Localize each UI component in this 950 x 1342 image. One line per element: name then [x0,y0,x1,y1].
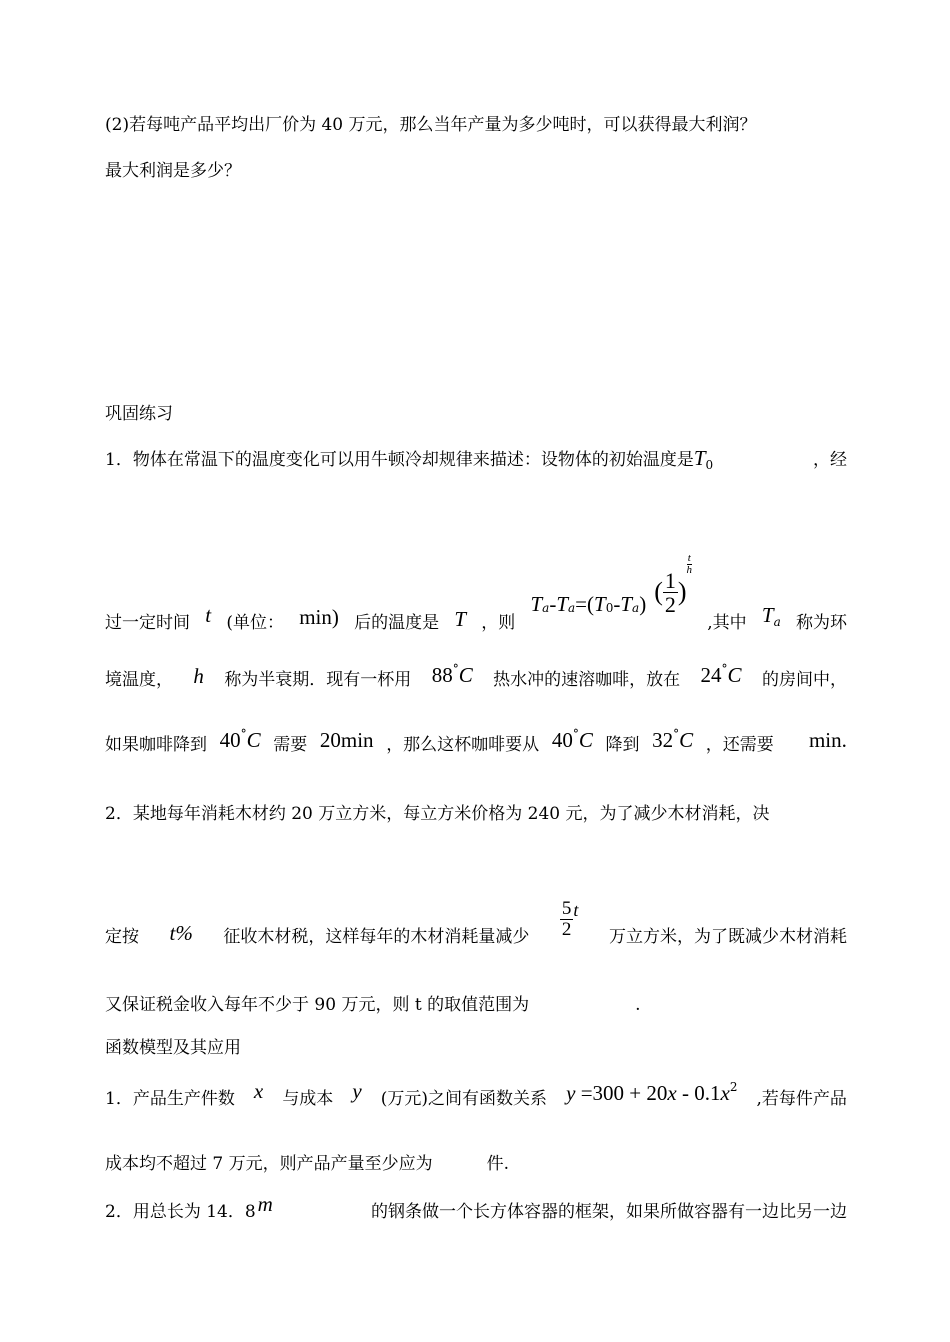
part2-line2: 最大利润是多少？ [105,161,241,181]
math-T: T [454,607,467,631]
f1-text: ,若每件产品 [756,1089,847,1109]
math-x: x [253,1079,264,1103]
newton-cooling-formula: T a - T a =( T 0 - T a ) ( $\frac{1}{2}$ ) t h [530,551,693,617]
section-function-models-title: 函数模型及其应用 [105,1038,241,1058]
q2-text: 征收木材税，这样每年的木材消耗量减少 [223,927,530,947]
math-t-percent: t% [169,921,193,945]
f1-text: 与成本 [282,1089,334,1109]
temp-40C: 40°C [219,727,261,752]
math-t: t [205,603,212,627]
math-y: y [352,1079,362,1103]
part2-line1: (2)若每吨产品平均出厂价为 40 万元，那么当年产量为多少吨时，可以获得最大利润？ [105,115,757,135]
f1-text: (万元)之间有函数关系 [380,1089,548,1109]
temp-88C: 88°C [431,662,473,687]
q1-text: 后的温度是 [354,613,440,633]
temp-32C: 32°C [652,727,694,752]
time-20min: 20min [319,728,374,752]
q2-line2 [105,880,847,946]
q1-text: 的房间中， [761,670,847,690]
q1-text: 境温度， [105,670,173,690]
q1-text: 热水冲的速溶咖啡，放在 [493,670,681,690]
q1-text: 过一定时间 [105,613,190,633]
unit-min: min. [808,728,847,752]
f2-text: 的钢条做一个长方体容器的框架，如果所做容器有一边比另一边 [371,1202,847,1222]
q1-text: 需要 [273,735,308,755]
math-h: h [193,664,204,688]
cost-function: $y =300 + 20x - 0.1x^2$ [566,1080,738,1105]
q1-text-end: ，经 [813,450,847,470]
q1-text: 降到 [605,735,640,755]
q1-text: 如果咖啡降到 [105,735,207,755]
q1-text: ，那么这杯咖啡要从 [386,735,540,755]
q1-line3 [105,662,847,690]
q2-text: 定按 [105,927,139,947]
q2-line1: 2．某地每年消耗木材约 20 万立方米，每立方米价格为 240 元，为了减少木材消耗，决 [105,804,770,824]
section-consolidation-title: 巩固练习 [105,404,173,424]
math-Ta: $T_a$ [761,603,781,629]
f1-line2: 成本均不超过 7 万元，则产品产量至少应为 件. [105,1154,510,1174]
q1-text: 称为环 [795,613,847,633]
q1-text: 称为半衰期．现有一杯用 [224,670,412,690]
q2-line3: 又保证税金收入每年不少于 90 万元，则 t 的取值范围为 . [105,995,641,1015]
q1-text: ，则 [481,613,516,633]
q1-text: (单位： [226,613,284,633]
temp-40C: 40°C [551,727,593,752]
unit-min: min) [299,605,339,629]
q1-text: ,其中 [707,613,747,633]
f1-text: 1．产品生产件数 [105,1089,235,1109]
q1-text: ，还需要 [705,735,774,755]
fraction-5-2-t: $\frac{5}{2}$ t [561,898,579,941]
math-m: m [257,1192,273,1216]
temp-24C: 24°C [700,662,742,687]
q1-text: 1．物体在常温下的温度变化可以用牛顿冷却规律来描述：设物体的初始温度是$T_0$ [105,446,714,472]
q1-line1 [105,446,847,472]
q1-line2 [105,551,847,633]
q2-text: 万立方米，为了既减少木材消耗 [608,927,847,947]
q1-line4 [105,727,847,755]
f1-line1 [105,1079,847,1109]
f2-line1 [105,1192,847,1222]
f2-text: 2．用总长为 14．8m [105,1192,273,1222]
